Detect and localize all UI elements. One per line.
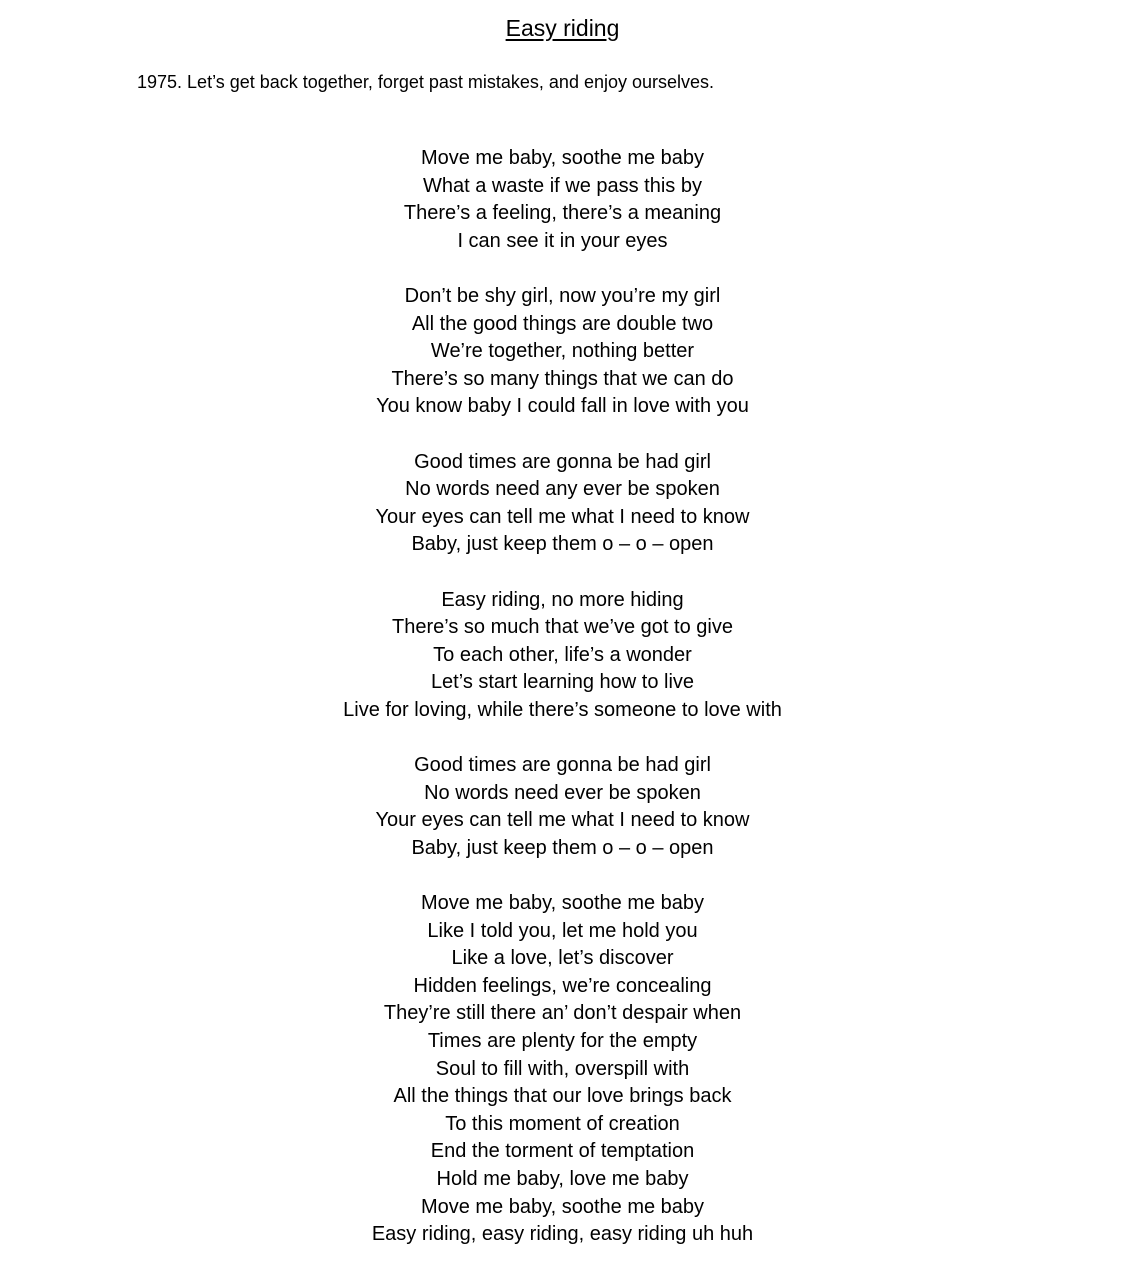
lyric-line: All the good things are double two	[411, 312, 714, 335]
lyric-line: I can see it in your eyes	[457, 229, 668, 252]
lyric-line: You know baby I could fall in love with you	[376, 395, 749, 418]
lyric-line: End the torment of temptation	[430, 1140, 695, 1163]
stanza	[0, 587, 1125, 725]
lyric-line: There’s so many things that we can do	[391, 367, 734, 390]
lyric-line: Easy riding, easy riding, easy riding uh huh	[371, 1223, 754, 1246]
lyric-line: There’s a feeling, there’s a meaning	[403, 202, 722, 225]
lyric-line: Soul to fill with, overspill with	[435, 1057, 690, 1080]
song-title	[0, 13, 1125, 43]
stanza	[0, 145, 1125, 255]
stanza	[0, 449, 1125, 559]
lyric-line: To each other, life’s a wonder	[433, 643, 692, 666]
lyric-line: Baby, just keep them o – o – open	[411, 533, 714, 556]
lyric-line: Don’t be shy girl, now you’re my girl	[404, 284, 721, 307]
lyrics-body	[0, 145, 1125, 1276]
intro-text: 1975. Let’s get back together, forget past mistakes, and enjoy ourselves.	[137, 72, 715, 92]
lyric-line: No words need any ever be spoken	[405, 478, 720, 501]
lyric-line: No words need ever be spoken	[424, 781, 701, 804]
lyric-line: There’s so much that we’ve got to give	[392, 616, 733, 639]
lyric-line: Hidden feelings, we’re concealing	[413, 974, 712, 997]
lyric-line: Like I told you, let me hold you	[427, 919, 698, 942]
song-title-text: Easy riding	[505, 15, 620, 41]
lyric-line: Move me baby, soothe me baby	[420, 892, 705, 915]
lyric-line: Good times are gonna be had girl	[414, 754, 711, 777]
lyric-line: Baby, just keep them o – o – open	[411, 836, 714, 859]
lyric-line: Hold me baby, love me baby	[436, 1167, 689, 1190]
lyric-line: Let’s start learning how to live	[430, 671, 695, 694]
stanza	[0, 752, 1125, 862]
lyric-line: Live for loving, while there’s someone to love with	[343, 698, 782, 721]
lyric-line: Easy riding, no more hiding	[441, 588, 684, 611]
lyric-line: They’re still there an’ don’t despair when	[383, 1002, 742, 1025]
lyric-line: To this moment of creation	[445, 1112, 680, 1135]
lyric-line: We’re together, nothing better	[430, 340, 695, 363]
lyric-line: Move me baby, soothe me baby	[420, 1195, 705, 1218]
stanza	[0, 283, 1125, 421]
lyric-line: Times are plenty for the empty	[427, 1030, 698, 1052]
lyric-line: Good times are gonna be had girl	[414, 450, 711, 473]
lyric-line: What a waste if we pass this by	[422, 174, 702, 197]
lyric-line: All the things that our love brings back	[393, 1085, 732, 1108]
lyric-line: Like a love, let’s discover	[451, 947, 674, 970]
stanza	[0, 890, 1125, 1249]
lyric-line: Move me baby, soothe me baby	[420, 147, 705, 169]
lyric-line: Your eyes can tell me what I need to know	[375, 809, 750, 832]
lyric-line: Your eyes can tell me what I need to know	[375, 505, 750, 528]
